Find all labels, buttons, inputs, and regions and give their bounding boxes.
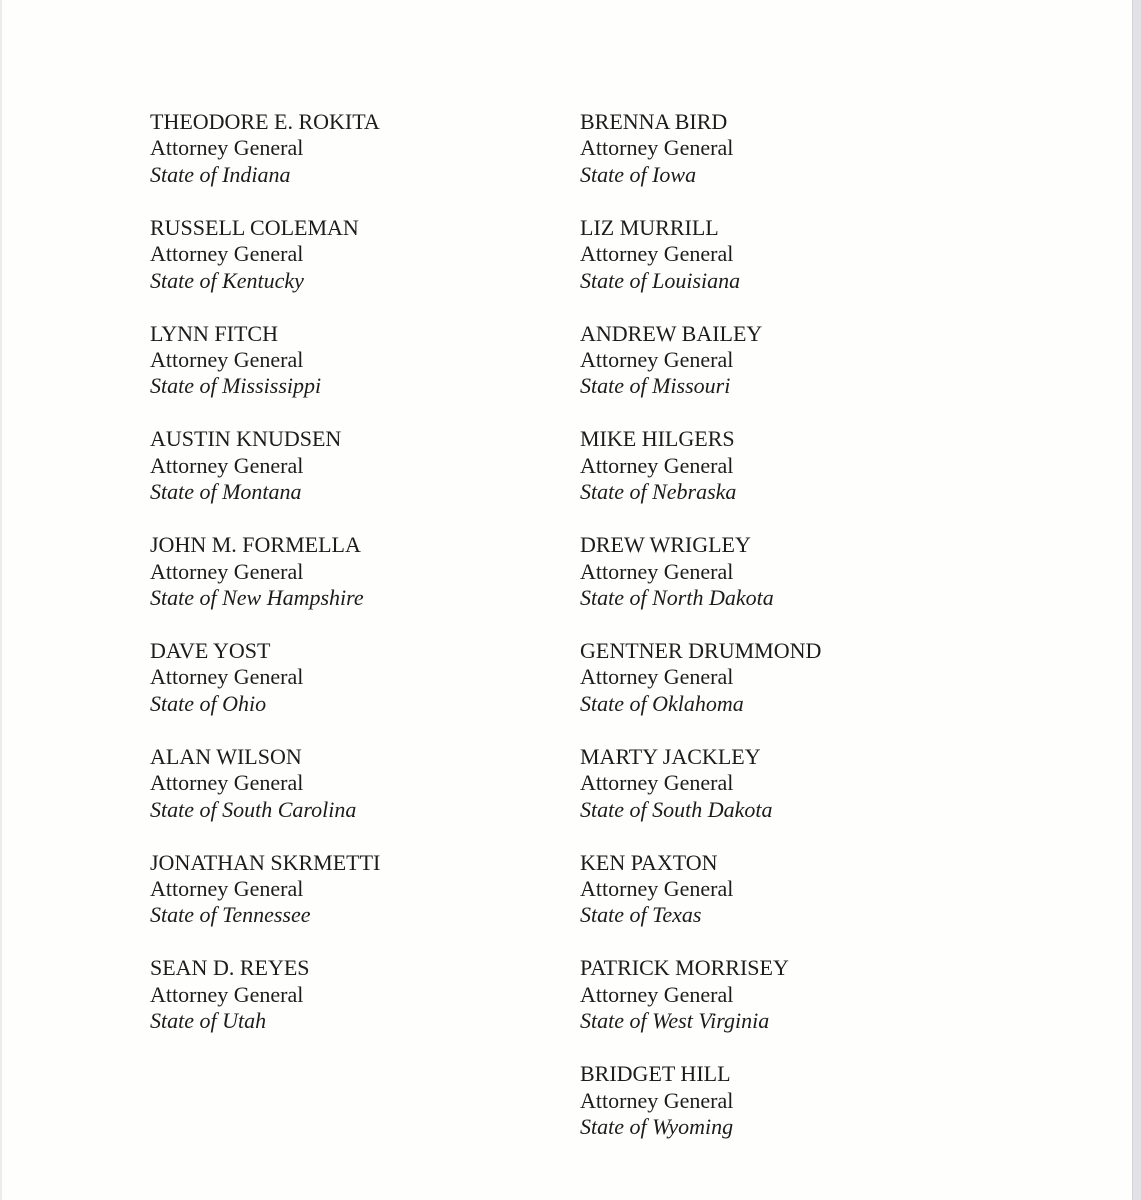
signatory-name: LYNN FITCH (150, 320, 278, 346)
signatory-block (580, 215, 821, 321)
signatory-name: THEODORE E. ROKITA (150, 109, 380, 134)
signatory-block (150, 215, 380, 321)
signatory-title: Attorney General (580, 558, 734, 584)
signatory-block (150, 321, 380, 427)
signatory-title: Attorney General (580, 241, 734, 267)
signatory-block (580, 744, 821, 850)
signatory-state: State of Iowa (580, 161, 697, 187)
signatory-block (580, 850, 821, 956)
signatory-title: Attorney General (150, 452, 304, 478)
signatory-block (580, 955, 821, 1061)
signatory-block (580, 109, 821, 215)
signatory-state: State of North Dakota (580, 585, 774, 610)
signatory-title: Attorney General (580, 452, 734, 478)
signatory-name: ANDREW BAILEY (580, 320, 763, 346)
signatory-name: JOHN M. FORMELLA (150, 532, 361, 558)
signatory-name: AUSTIN KNUDSEN (150, 426, 342, 452)
signatory-name: LIZ MURRILL (580, 214, 719, 240)
signatory-name: GENTNER DRUMMOND (580, 637, 822, 663)
signatory-state: State of West Virginia (580, 1008, 770, 1034)
signatory-block (150, 850, 380, 956)
signatory-title: Attorney General (150, 241, 304, 267)
signatory-state: State of South Carolina (150, 796, 357, 822)
signatory-title: Attorney General (580, 347, 734, 372)
signatory-state: State of South Dakota (580, 796, 773, 822)
signatory-state: State of Texas (580, 902, 702, 928)
signatory-name: ALAN WILSON (150, 743, 302, 769)
signatory-name: BRENNA BIRD (580, 109, 728, 134)
signatory-state: State of Mississippi (150, 373, 322, 399)
signatory-title: Attorney General (580, 981, 734, 1007)
signatory-title: Attorney General (580, 664, 734, 690)
signatory-name: KEN PAXTON (580, 849, 718, 875)
signatory-state: State of Tennessee (150, 902, 311, 928)
signatory-name: DREW WRIGLEY (580, 532, 751, 558)
signatory-state: State of Kentucky (150, 267, 304, 293)
signatory-state: State of New Hampshire (150, 585, 364, 610)
signatory-state: State of Utah (150, 1008, 267, 1034)
signatory-name: BRIDGET HILL (580, 1061, 731, 1087)
signatory-name: PATRICK MORRISEY (580, 955, 789, 981)
signatory-column-right (580, 109, 821, 1167)
signatory-title: Attorney General (150, 770, 304, 796)
signatory-block (580, 321, 821, 427)
signatory-title: Attorney General (150, 558, 304, 584)
signatory-block (580, 426, 821, 532)
signatory-column-left (150, 109, 380, 1061)
signatory-name: DAVE YOST (150, 637, 271, 663)
signatory-state: State of Indiana (150, 161, 291, 187)
signatory-block (150, 532, 380, 638)
signatory-block (150, 638, 380, 744)
signatory-block (150, 109, 380, 215)
signatory-name: RUSSELL COLEMAN (150, 214, 359, 240)
signatory-state: State of Missouri (580, 373, 731, 399)
signatory-title: Attorney General (580, 875, 734, 901)
signatory-state: State of Montana (150, 479, 302, 505)
signatory-title: Attorney General (150, 135, 304, 161)
signatory-name: MARTY JACKLEY (580, 743, 761, 769)
signatory-name: JONATHAN SKRMETTI (150, 849, 381, 875)
signatory-title: Attorney General (150, 347, 304, 372)
signatory-title: Attorney General (580, 1087, 734, 1113)
signatory-name: SEAN D. REYES (150, 955, 310, 981)
signatory-title: Attorney General (150, 981, 304, 1007)
page-edge-right (1132, 0, 1141, 1200)
signatory-state: State of Oklahoma (580, 690, 744, 716)
signatory-title: Attorney General (580, 135, 734, 161)
signatory-title: Attorney General (580, 770, 734, 796)
signatory-block (580, 1061, 821, 1167)
signatory-block (580, 638, 821, 744)
signatory-state: State of Louisiana (580, 267, 741, 293)
page-edge-left (0, 0, 2, 1200)
signatory-title: Attorney General (150, 664, 304, 690)
signatory-block (580, 532, 821, 638)
signatory-name: MIKE HILGERS (580, 426, 735, 452)
signatory-state: State of Ohio (150, 690, 267, 716)
signatory-block (150, 955, 380, 1061)
signatory-state: State of Wyoming (580, 1113, 734, 1139)
signatory-block (150, 426, 380, 532)
signatory-title: Attorney General (150, 875, 304, 901)
signatory-block (150, 744, 380, 850)
signatory-state: State of Nebraska (580, 479, 737, 505)
